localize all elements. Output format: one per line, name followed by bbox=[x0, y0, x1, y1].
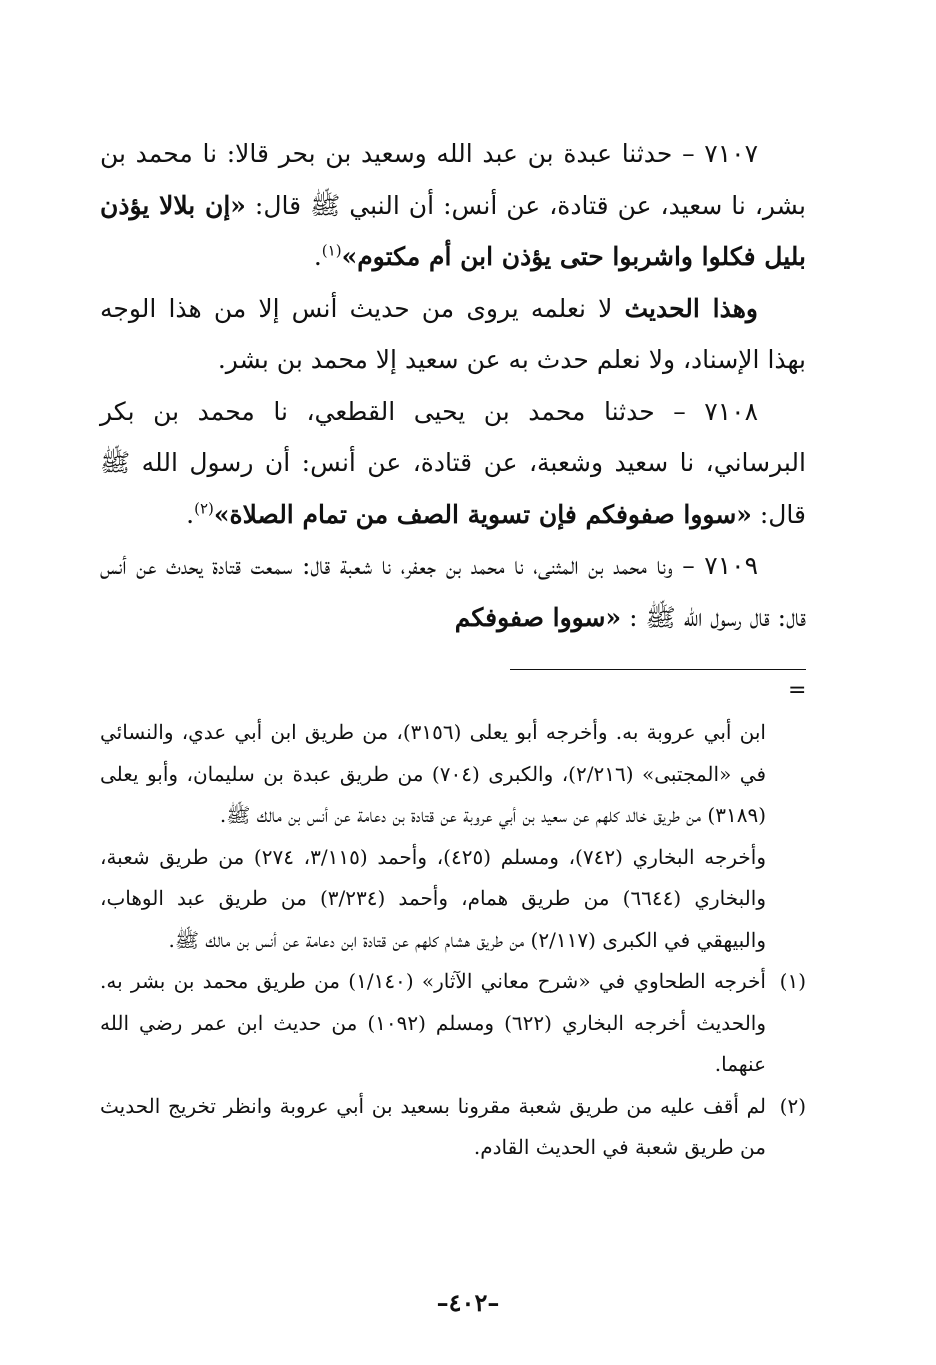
hadith-7109 bbox=[100, 540, 806, 643]
hadith-7107 bbox=[100, 128, 806, 283]
footnotes bbox=[100, 712, 806, 1169]
hadith-7108-end: . bbox=[186, 499, 195, 529]
hadith-7108 bbox=[100, 386, 806, 541]
footnote-1 bbox=[100, 961, 806, 1086]
commentary-paragraph bbox=[100, 283, 806, 386]
footnote-1-text: أخرجه الطحاوي في «شرح معاني الآثار» (١/١٤٠) من طريق محمد بن بشر به. والحديث أخرجه البخاري (٦٢٢) ومسلم (١٠٩٢) من حديث ابن عمر رضي الله عنهما. bbox=[100, 969, 766, 1076]
hadith-7108-text: ٧١٠٨ – حدثنا محمد بن يحيى القطعي، نا محمد بن بكر البرساني، نا سعيد وشعبة، عن قتادة، عن أنس: أن رسول الله ﷺ قال: bbox=[100, 396, 806, 529]
main-text bbox=[100, 128, 806, 643]
continuation-mark: = bbox=[788, 678, 807, 703]
page-number: –٤٠٢– bbox=[436, 1288, 500, 1317]
hadith-7108-quote: «سووا صفوفكم فإن تسوية الصف من تمام الصلاة» bbox=[213, 499, 752, 529]
footnote-separator bbox=[510, 669, 806, 670]
footnote-1-number: (١) bbox=[779, 969, 806, 993]
footnote-continuation bbox=[100, 712, 806, 961]
footnote-continuation-para-2: وأخرجه البخاري (٧٤٢)، ومسلم (٤٢٥)، وأحمد (٣/١١٥، ٢٧٤) من طريق شعبة، والبخاري (٦٦٤٤) من طريق همام، وأحمد (٣/٢٣٤) من طريق عبد الوهاب، والبيهقي في الكبرى (٢/١١٧) من طريق هشام كلهم عن قتادة ابن دعامة عن أنس بن مالك ﷺ. bbox=[100, 844, 767, 952]
hadith-7109-quote: «سووا صفوفكم bbox=[454, 602, 622, 632]
commentary-text: لا نعلمه يروى من حديث أنس إلا من هذا الوجه بهذا الإسناد، ولا نعلم حدث به عن سعيد إلا محمد بن بشر. bbox=[100, 293, 806, 374]
footnote-ref-2[interactable]: (٢) bbox=[194, 499, 214, 518]
hadith-7107-quote: «إن بلالا يؤذن بليل فكلوا واشربوا حتى يؤذن ابن أم مكتوم» bbox=[100, 190, 806, 271]
hadith-7107-end: . bbox=[313, 242, 322, 271]
commentary-lead: وهذا الحديث bbox=[624, 293, 758, 323]
hadith-7107-text: ٧١٠٧ – حدثنا عبدة بن عبد الله وسعيد بن بحر قالا: نا محمد بن بشر، نا سعيد، عن قتادة، عن أنس: أن النبي ﷺ قال: bbox=[100, 139, 806, 220]
footnote-continuation-para-1: ابن أبي عروبة به. وأخرجه أبو يعلى (٣١٥٦)، من طريق ابن أبي عدي، والنسائي في «المجتبى» (٢/٢١٦)، والكبرى (٧٠٤) من طريق عبدة بن سليمان، وأبو يعلى (٣١٨٩) من طريق خالد كلهم عن سعيد بن أبي عروبة عن قتادة بن دعامة عن أنس بن مالك ﷺ. bbox=[100, 720, 766, 827]
footnote-2-number: (٢) bbox=[779, 1093, 806, 1118]
footnote-2 bbox=[100, 1086, 806, 1169]
footnote-ref-1[interactable]: (١) bbox=[321, 241, 342, 260]
hadith-7109-text: ٧١٠٩ – ونا محمد بن المثنى، نا محمد بن جعفر، نا شعبة قال: سمعت قتادة يحدث عن أنس قال: قال رسول الله ﷺ : bbox=[100, 551, 806, 632]
footnote-2-text: لم أقف عليه من طريق شعبة مقرونا بسعيد بن أبي عروبة وانظر تخريج الحديث من طريق شعبة في الحديث القادم. bbox=[100, 1093, 766, 1159]
